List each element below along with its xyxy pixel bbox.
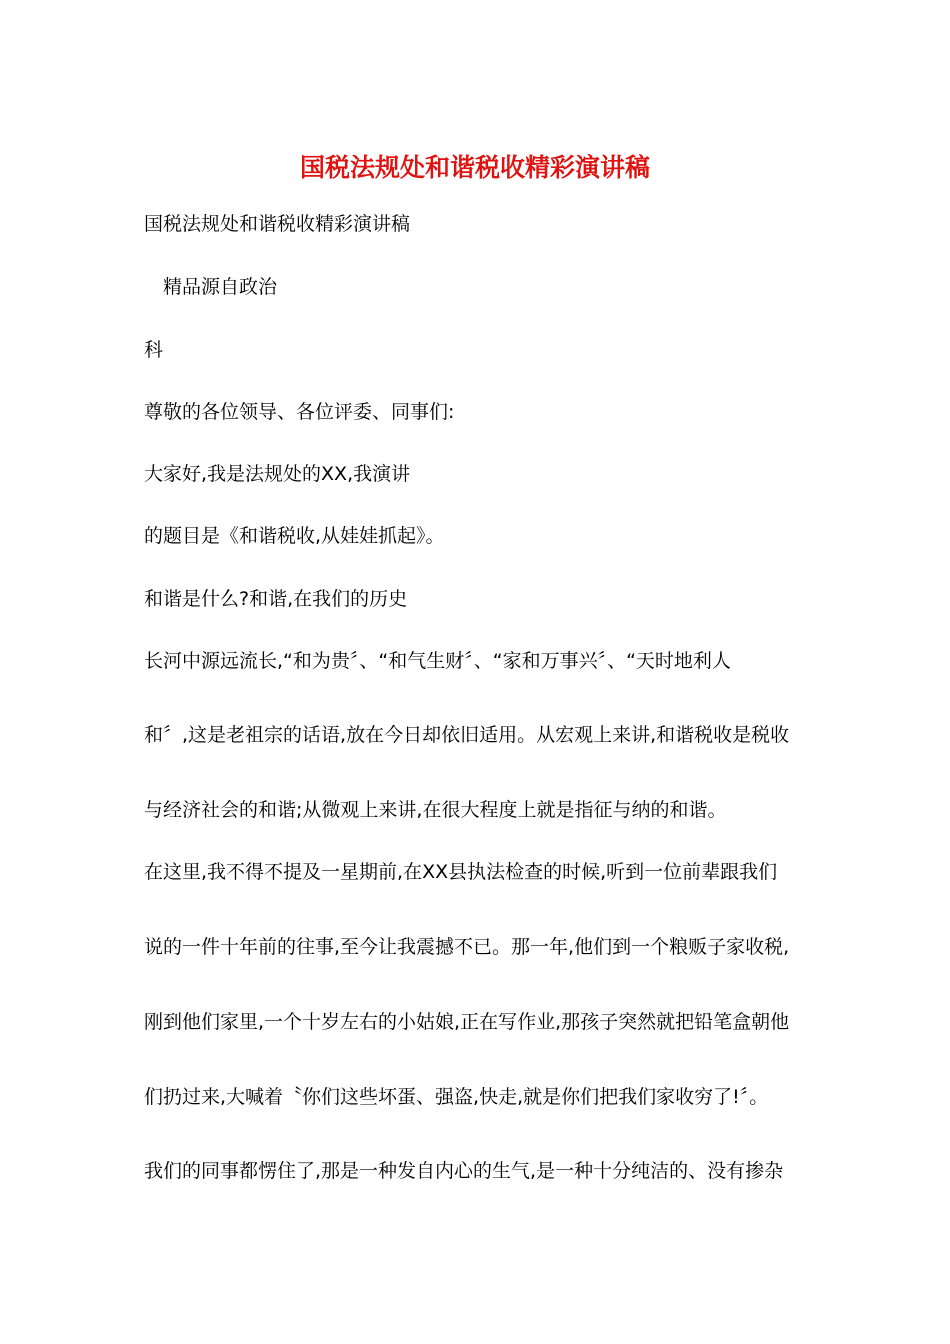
paragraph-line: 大家好,我是法规处的XX,我演讲: [144, 463, 411, 485]
paragraph-line: 与经济社会的和谐;从微观上来讲,在很大程度上就是指征与纳的和谐。: [144, 799, 727, 821]
paragraph-line: 尊敬的各位领导、各位评委、同事们:: [144, 401, 455, 423]
paragraph-line: 说的一件十年前的往事,至今让我震撼不已。那一年,他们到一个粮贩子家收税,: [144, 936, 790, 958]
paragraph-line: 科: [144, 339, 164, 361]
paragraph-line: 国税法规处和谐税收精彩演讲稿: [144, 213, 411, 235]
paragraph-line: 刚到他们家里,一个十岁左右的小姑娘,正在写作业,那孩子突然就把铅笔盒朝他: [144, 1011, 790, 1033]
paragraph-line: 们扔过来,大喊着〝你们这些坏蛋、强盗,快走,就是你们把我们家收穷了!〞。: [144, 1086, 769, 1108]
paragraph-line: 长河中源远流长,“和为贵〞、“和气生财〞、“家和万事兴〞、“天时地利人: [144, 650, 731, 672]
paragraph-line: 在这里,我不得不提及一星期前,在XX县执法检查的时候,听到一位前辈跟我们: [144, 861, 778, 883]
paragraph-line: 和谐是什么?和谐,在我们的历史: [144, 588, 408, 610]
document-title: 国税法规处和谐税收精彩演讲稿: [299, 153, 650, 182]
paragraph-line: 和〞,这是老祖宗的话语,放在今日却依旧适用。从宏观上来讲,和谐税收是税收: [144, 724, 790, 746]
paragraph-line: 精品源自政治: [163, 276, 278, 298]
paragraph-line: 我们的同事都愣住了,那是一种发自内心的生气,是一种十分纯洁的、没有掺杂: [144, 1160, 784, 1182]
paragraph-line: 的题目是《和谐税收,从娃娃抓起》。: [144, 525, 445, 547]
